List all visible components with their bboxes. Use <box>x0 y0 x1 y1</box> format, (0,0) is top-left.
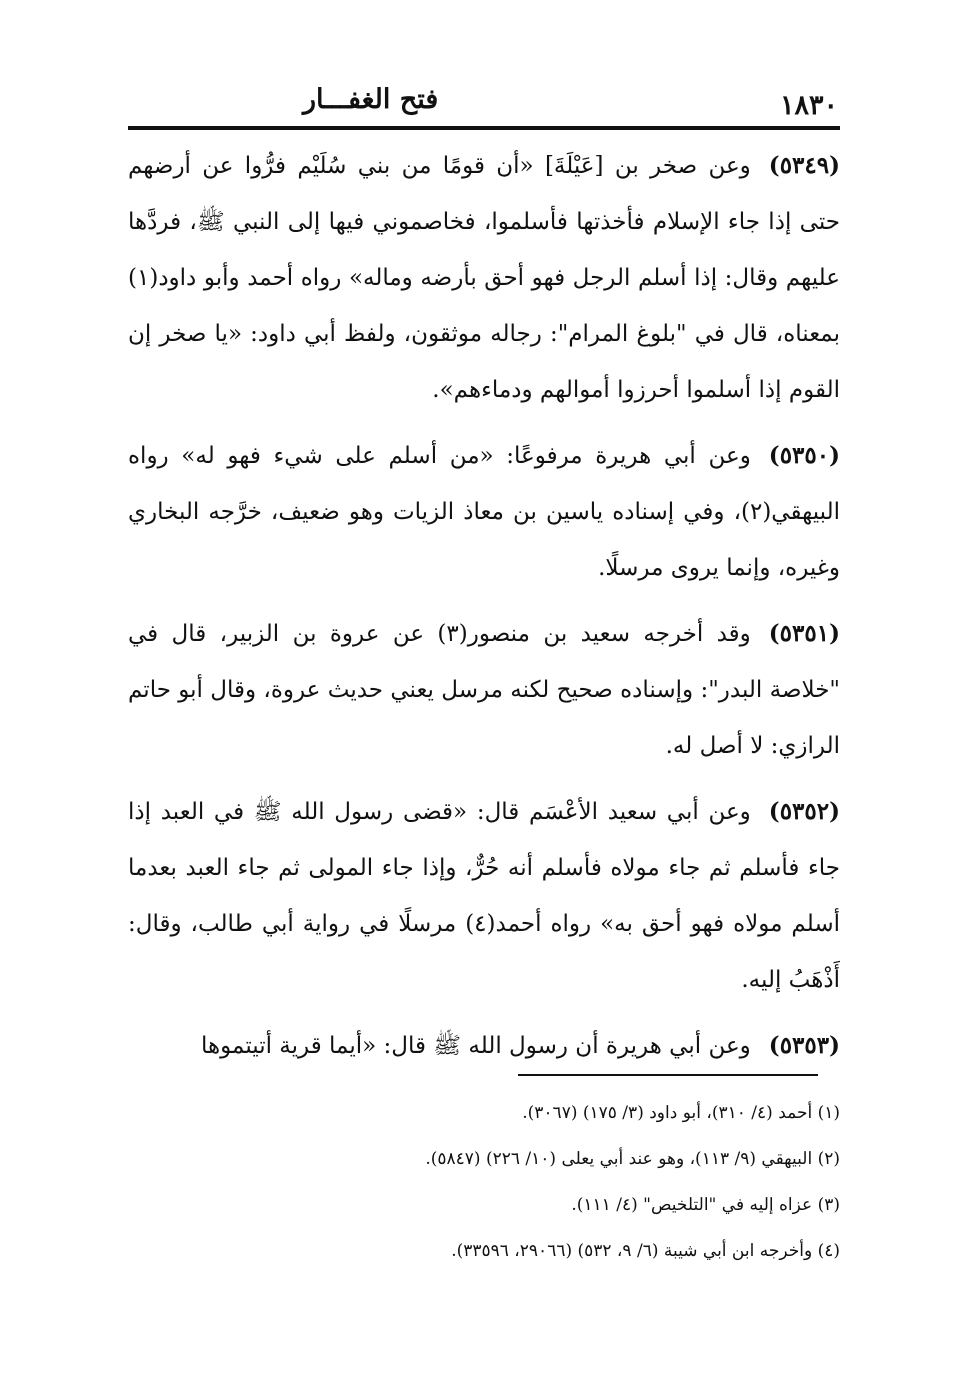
footnote-separator <box>518 1074 818 1076</box>
footnote-4: (٤) وأخرجه ابن أبي شيبة (٦/ ٩، ٥٣٢) (٢٩٠٦٦، ٣٣٥٩٦). <box>451 1241 840 1261</box>
hadith-number: (٥٣٥٢) <box>768 798 840 825</box>
hadith-number: (٥٣٥٠) <box>768 442 840 469</box>
page-header <box>128 80 840 126</box>
paragraph-5351 <box>128 606 840 774</box>
hadith-number: (٥٣٤٩) <box>768 152 840 179</box>
hadith-number: (٥٣٥١) <box>768 620 840 647</box>
footnote-2: (٢) البيهقي (٩/ ١١٣)، وهو عند أبي يعلى (١٠/ ٢٢٦) (٥٨٤٧). <box>425 1149 840 1169</box>
paragraph-5350 <box>128 428 840 596</box>
footnote-3: (٣) عزاه إليه في "التلخيص" (٤/ ١١١). <box>571 1195 840 1215</box>
hadith-number: (٥٣٥٣) <box>768 1032 840 1059</box>
paragraph-5352 <box>128 784 840 1008</box>
paragraph-text: وقد أخرجه سعيد بن منصور(٣) عن عروة بن الزبير، قال في "خلاصة البدر": وإسناده صحيح لكنه مرسل يعني حديث عروة، وقال أبو حاتم الرازي: لا أصل له. <box>128 621 840 759</box>
main-text <box>128 138 840 1084</box>
paragraph-text: وعن أبي هريرة مرفوعًا: «من أسلم على شيء فهو له» رواه البيهقي(٢)، وفي إسناده ياسين بن معاذ الزيات وهو ضعيف، خرَّجه البخاري وغيره، وإنما يروى مرسلًا. <box>128 443 840 581</box>
paragraph-text: وعن أبي سعيد الأعْسَم قال: «قضى رسول الله ﷺ في العبد إذا جاء فأسلم ثم جاء مولاه فأسلم أنه حُرٌّ، وإذا جاء المولى ثم جاء العبد بعدما أسلم مولاه فهو أحق به» رواه أحمد(٤) مرسلًا في رواية أبي طالب، وقال: أَذْهَبُ إليه. <box>128 799 840 993</box>
header-rule <box>128 126 840 130</box>
paragraph-text: وعن صخر بن [عَيْلَةَ] «أن قومًا من بني سُلَيْم فرُّوا عن أرضهم حتى إذا جاء الإسلام فأخذتها فأسلموا، فخاصموني فيها إلى النبي ﷺ، فردَّها عليهم وقال: إذا أسلم الرجل فهو أحق بأرضه وماله» رواه أحمد وأبو داود(١) بمعناه، قال في "بلوغ المرام": رجاله موثقون، ولفظ أبي داود: «يا صخر إن القوم إذا أسلموا أحرزوا أموالهم ودماءهم». <box>128 153 840 403</box>
paragraph-5349 <box>128 138 840 418</box>
paragraph-text: وعن أبي هريرة أن رسول الله ﷺ قال: «أيما قرية أتيتموها <box>201 1033 751 1059</box>
running-title: فتح الغفـــار <box>303 84 439 115</box>
footnote-1: (١) أحمد (٤/ ٣١٠)، أبو داود (٣/ ١٧٥) (٣٠٦٧). <box>522 1103 840 1123</box>
paragraph-5353 <box>128 1018 840 1074</box>
footnotes <box>128 1090 840 1274</box>
page-number: ١٨٣٠ <box>779 90 838 121</box>
